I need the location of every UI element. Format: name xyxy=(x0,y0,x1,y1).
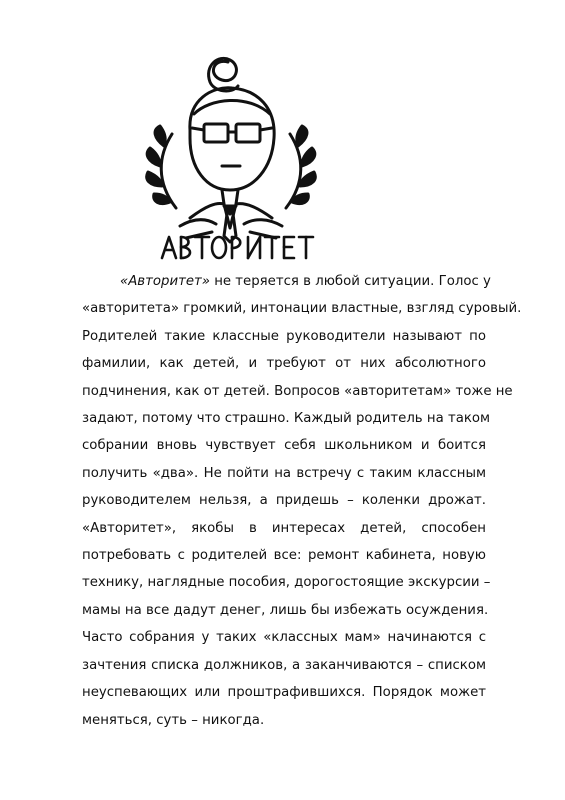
paragraph-line: подчинения, как от детей. Вопросов «авторитетам» тоже не xyxy=(82,383,513,399)
paragraph-line: Родителей такие классные руководители называют по xyxy=(82,328,486,344)
paragraph-line: «авторитета» громкий, интонации властные, взгляд суровый. xyxy=(82,301,522,317)
handwritten-caption-art xyxy=(158,232,318,262)
body-paragraph xyxy=(82,268,522,734)
paragraph-line: меняться, суть – никогда. xyxy=(82,712,265,728)
paragraph-line: потребовать с родителей все: ремонт кабинета, новую xyxy=(82,548,486,564)
paragraph-line: технику, наглядные пособия, дорогостоящие экскурсии – xyxy=(82,575,491,591)
paragraph-line: фамилии, как детей, и требуют от них абсолютного xyxy=(82,356,486,372)
teacher-drawing-icon xyxy=(120,42,340,262)
line-text: не теряется в любой ситуации. Голос у xyxy=(209,274,491,289)
paragraph-line: неуспевающих или проштрафившихся. Порядок может xyxy=(82,685,486,701)
paragraph-line: Часто собрания у таких «классных мам» начинаются с xyxy=(82,630,486,646)
paragraph-line: руководителем нельзя, а придешь – коленки дрожат. xyxy=(82,493,486,509)
paragraph-line: «Авторитет», якобы в интересах детей, способен xyxy=(82,520,486,536)
paragraph-line: мамы на все дадут денег, лишь бы избежать осуждения. xyxy=(82,602,489,618)
paragraph-line: собрании вновь чувствует себя школьником и боится xyxy=(82,438,486,454)
paragraph-line: задают, потому что страшно. Каждый родитель на таком xyxy=(82,411,491,427)
paragraph-line: получить «два». Не пойти на встречу с таким классным xyxy=(82,465,486,481)
italic-lead-word: «Авторитет» xyxy=(120,274,210,289)
paragraph-line xyxy=(82,268,491,295)
illustration-caption xyxy=(158,232,318,262)
paragraph-line: зачтения списка должников, а заканчиваются – списком xyxy=(82,657,486,673)
teacher-illustration xyxy=(120,42,340,262)
